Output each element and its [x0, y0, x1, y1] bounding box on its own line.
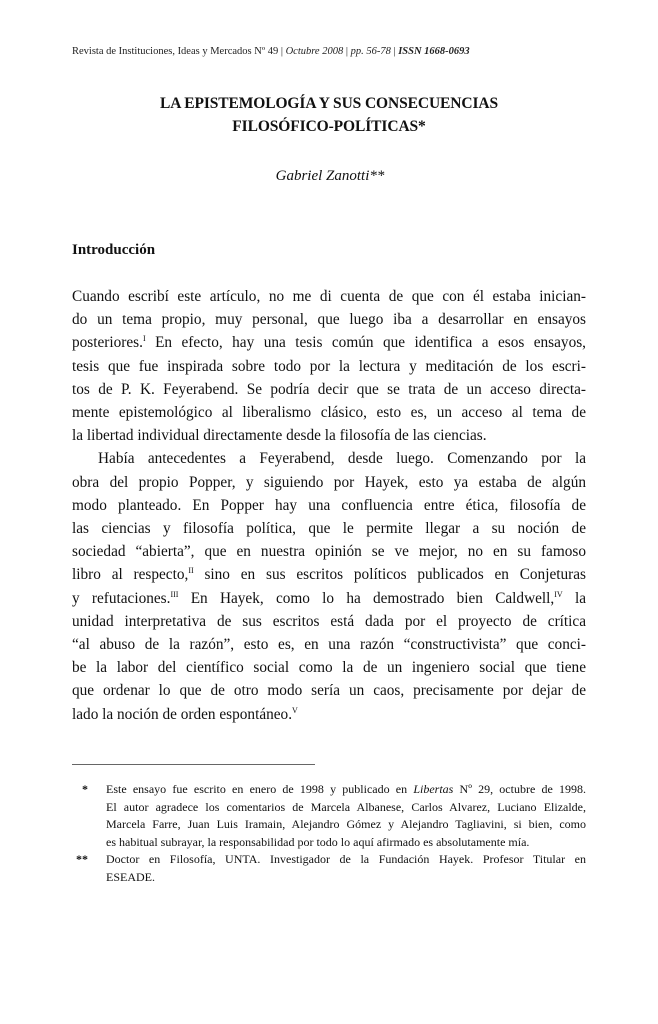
- article-title: LA EPISTEMOLOGÍA Y SUS CONSECUENCIAS FILOSÓFICO-POLÍTICAS*: [159, 95, 499, 135]
- running-head: Revista de Instituciones, Ideas y Mercados Nº 49 | Octubre 2008 | pp. 56-78 | ISSN 1668-0693: [72, 46, 470, 57]
- issue-date: Octubre 2008: [285, 46, 344, 57]
- footnotes: [72, 781, 586, 886]
- page-range: pp. 56-78: [350, 46, 391, 57]
- author-name: Gabriel Zanotti**: [275, 168, 385, 184]
- issn: ISSN 1668-0693: [398, 46, 470, 57]
- body-text: [72, 285, 586, 726]
- endnote-ref[interactable]: I: [142, 334, 146, 344]
- footnote-2: ** Doctor en Filosofía, UNTA. Investigador de la Fundación Hayek. Profesor Titular en ESEADE.: [76, 852, 586, 884]
- section-heading: Introducción: [72, 242, 156, 258]
- journal-name: Revista de Instituciones, Ideas y Mercados Nº 49: [72, 46, 279, 57]
- endnote-ref[interactable]: II: [188, 566, 194, 576]
- endnote-ref[interactable]: V: [292, 705, 298, 715]
- endnote-ref[interactable]: III: [170, 589, 179, 599]
- paragraph-2: Había antecedentes a Feyerabend, desde luego. Comenzando por la obra del propio Popper, y siguiendo por Hayek, esto ya estaba de algún modo planteado. En Popper hay una confluencia entre ética, filosofía de las ciencias y filosofía política, que le permite llegar a su noción de sociedad “abierta”, que en nuestra opinión se ve mejor, no en su famoso libro al respecto,$^{II}$ sino en sus escritos políticos publicados en Conjeturas y refutaciones.$^{III}$ En Hayek, como lo ha demostrado bien Caldwell,$^{IV}$ la unidad interpretativa de sus escritos está dada por el proyecto de crítica “al abuso de la razón”, esto es, en una razón “constructivista” que conci- be la labor del científico social como la de un ingeniero social que tiene que ordenar lo que de otro modo sería un caos, precisamente por dejar de lado la noción de orden espontáneo.$^V$: [72, 450, 586, 723]
- footnote-mark: *: [82, 782, 88, 796]
- footnote-separator: [72, 764, 315, 765]
- footnote-1: * Este ensayo fue escrito en enero de 1998 y publicado en Libertas Nº 29, octubre de 1998. El autor agradece los comentarios de Marcela Albanese, Carlos Alvarez, Luciano Elizalde, Marcela Farre, Juan Luis Iramain, Alejandro Gómez y Alejandro Tagliavini, si bien, como es habitual subrayar, la responsabilidad por todo lo aquí afirmado es absolutamente mía.: [82, 782, 586, 849]
- paragraph-1: Cuando escribí este artículo, no me di cuenta de que con él estaba inician- do un tema propio, muy personal, que luego iba a desarrollar en ensayos posteriores.$^I$ En efecto, hay una tesis común que identifica a esos ensayos, tesis que fue inspirada sobre todo por la lectura y meditación de los escri- tos de P. K. Feyerabend. Se podría decir que se trata de un acceso directa- mente epistemológico al liberalismo clásico, esto es, un acceso al tema de la libertad individual directamente desde la filosofía de las ciencias.: [72, 288, 586, 445]
- footnote-mark: **: [76, 852, 88, 866]
- endnote-ref[interactable]: IV: [554, 589, 563, 599]
